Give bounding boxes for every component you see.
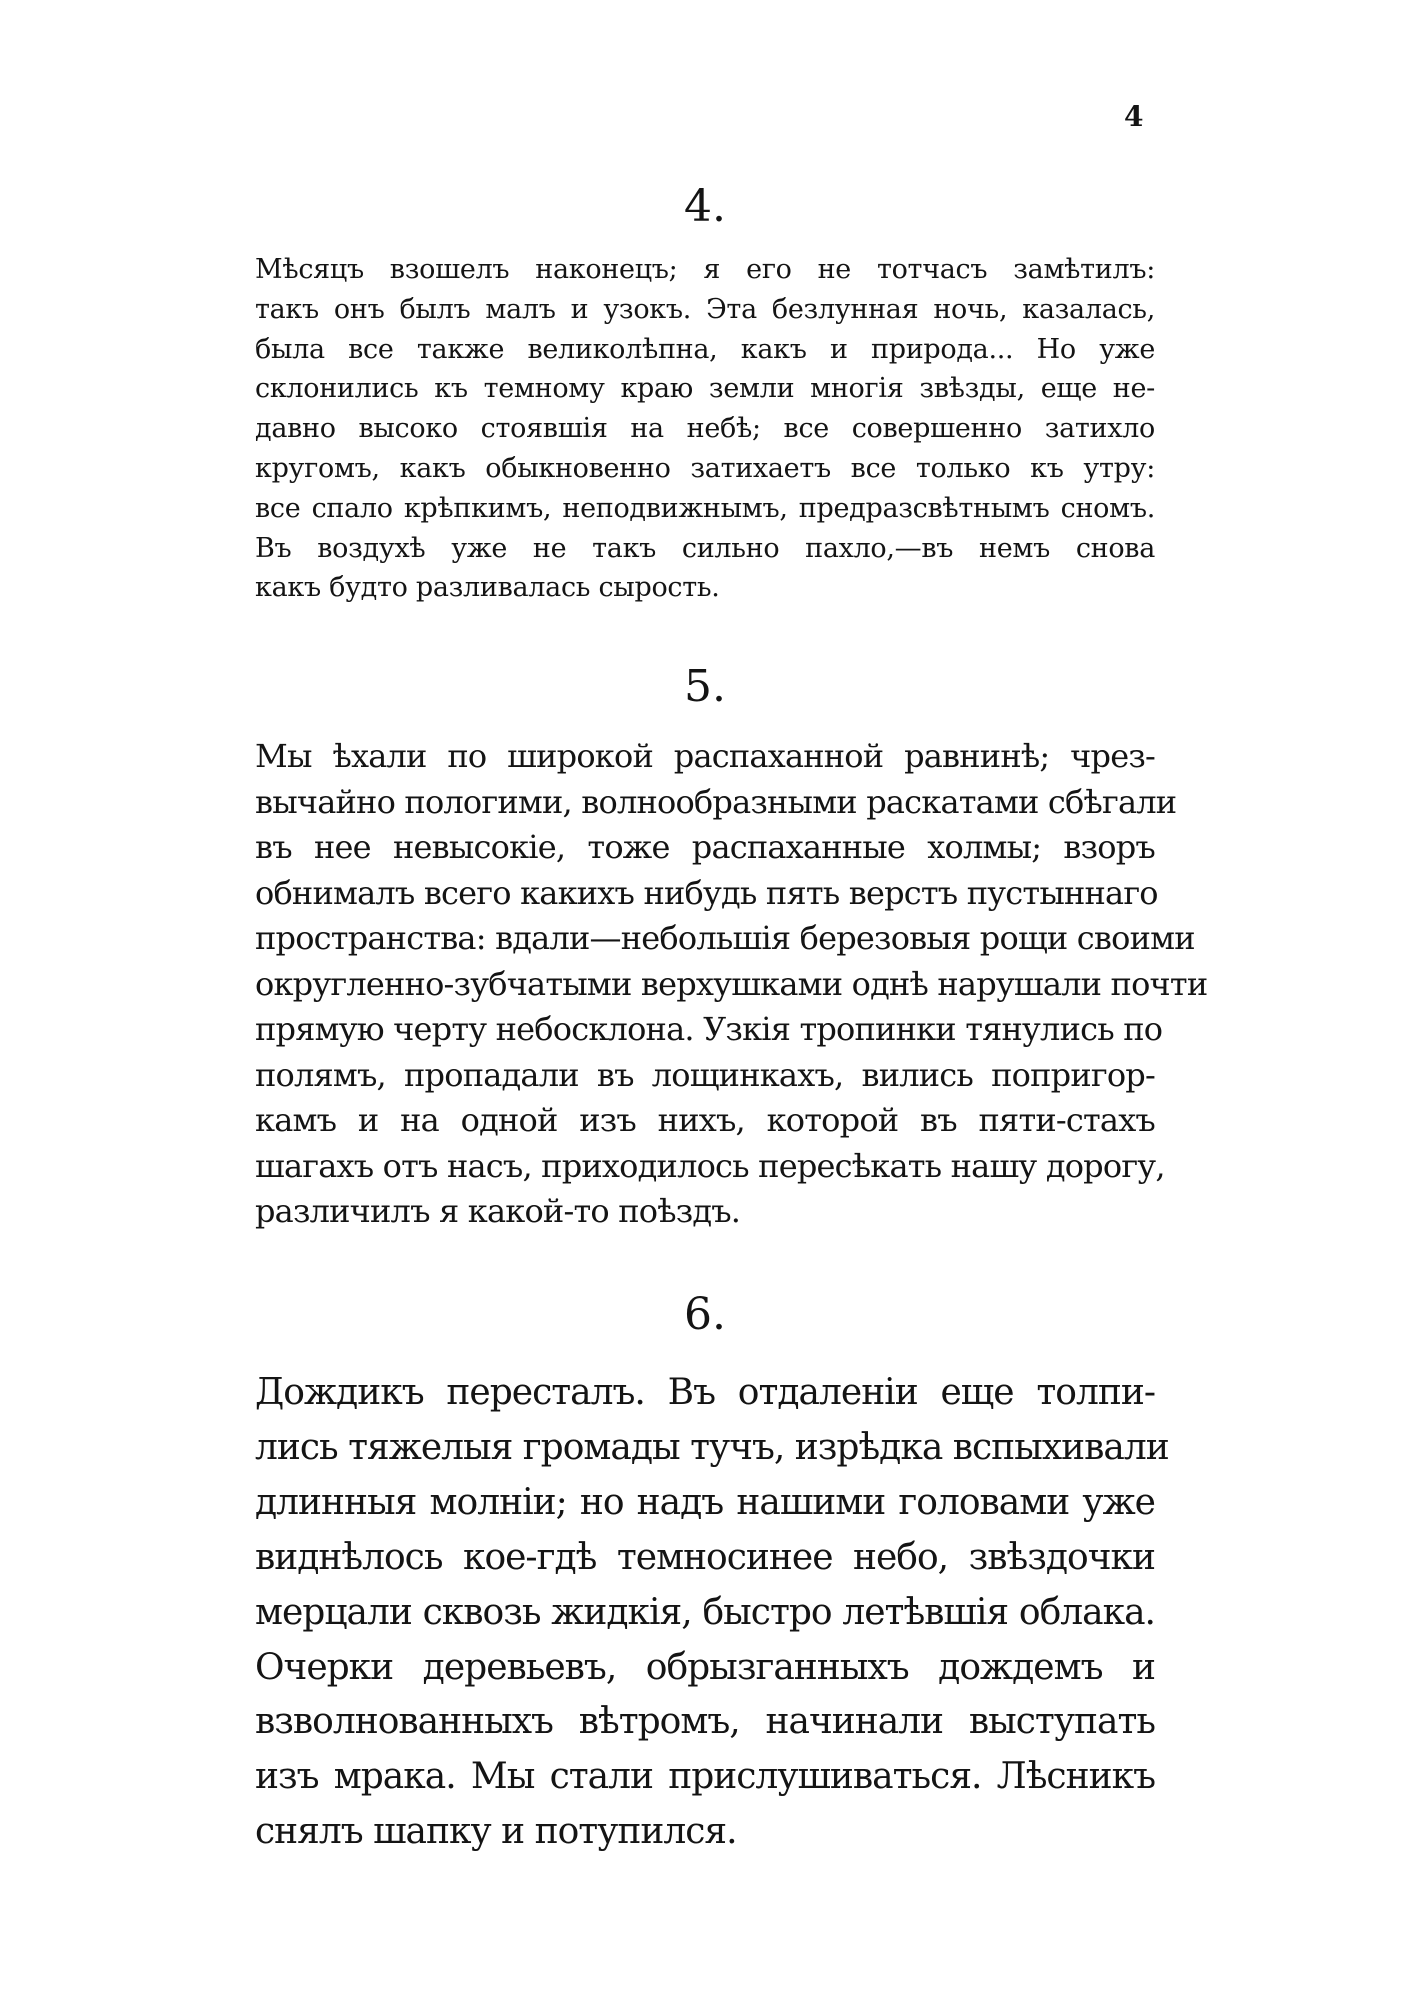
- paragraph: [255, 734, 1208, 1235]
- text-line: полямъ, пропадали въ лощинкахъ, вились попригор-: [255, 1055, 1155, 1094]
- text-line: кругомъ, какъ обыкновенно затихаетъ все только къ утру:: [255, 452, 1155, 484]
- text-line: шагахъ отъ насъ, приходилось пересѣкать нашу дорогу,: [255, 1146, 1165, 1185]
- text-line: мерцали сквозь жидкія, быстро летѣвшія облака.: [255, 1591, 1155, 1633]
- text-line: пространства: вдали—небольшія березовыя рощи своими: [255, 919, 1195, 957]
- paragraph: [255, 250, 1155, 608]
- section-heading: 5.: [684, 661, 726, 712]
- text-line: снялъ шапку и потупился.: [255, 1811, 737, 1853]
- text-line: склонились къ темному краю земли многія звѣзды, еще не-: [255, 373, 1155, 405]
- text-line: Въ воздухѣ уже не такъ сильно пахло,—въ немъ снова: [255, 532, 1155, 564]
- text-line: такъ онъ былъ малъ и узокъ. Эта безлунная ночь, казалась,: [255, 293, 1155, 325]
- text-line: Мы ѣхали по широкой распаханной равнинѣ; чрез-: [255, 737, 1155, 775]
- text-line: округленно-зубчатыми верхушками однѣ нарушали почти: [255, 964, 1208, 1003]
- text-line: изъ мрака. Мы стали прислушиваться. Лѣсникъ: [255, 1756, 1155, 1798]
- text-line: какъ будто разливалась сырость.: [255, 572, 720, 604]
- text-line: была все также великолѣпна, какъ и природа... Но уже: [255, 333, 1155, 365]
- text-line: лись тяжелыя громады тучъ, изрѣдка вспыхивали: [255, 1426, 1169, 1468]
- section-heading: 4.: [684, 181, 726, 232]
- text-line: Дождикъ пересталъ. Въ отдаленіи еще толпи-: [255, 1372, 1155, 1413]
- text-line: виднѣлось кое-гдѣ темносинее небо, звѣздочки: [255, 1536, 1155, 1578]
- text-line: камъ и на одной изъ нихъ, которой въ пяти-стахъ: [255, 1101, 1155, 1139]
- section-heading: 6.: [684, 1289, 726, 1340]
- text-line: вычайно пологими, волнообразными раскатами сбѣгали: [255, 782, 1177, 821]
- text-line: прямую черту небосклона. Узкія тропинки тянулись по: [255, 1010, 1163, 1048]
- text-line: въ нее невысокіе, тоже распаханные холмы; взоръ: [255, 828, 1155, 866]
- text-line: Очерки деревьевъ, обрызганныхъ дождемъ и: [255, 1646, 1155, 1688]
- section-6: [255, 1289, 1169, 1860]
- text-line: длинныя молніи; но надъ нашими головами уже: [255, 1481, 1155, 1523]
- page-number: 4: [1124, 100, 1144, 133]
- text-line: Мѣсяцъ взошелъ наконецъ; я его не тотчасъ замѣтилъ:: [255, 254, 1155, 285]
- text-line: все спало крѣпкимъ, неподвижнымъ, предразсвѣтнымъ сномъ.: [255, 492, 1155, 524]
- text-line: давно высоко стоявшія на небѣ; все совершенно затихло: [255, 413, 1155, 445]
- paragraph: [255, 1366, 1169, 1860]
- section-4: [255, 182, 1155, 608]
- text-line: обнималъ всего какихъ нибудь пять верстъ пустыннаго: [255, 873, 1158, 912]
- text-line: взволнованныхъ вѣтромъ, начинали выступать: [255, 1701, 1155, 1743]
- text-line: различилъ я какой-то поѣздъ.: [255, 1192, 741, 1230]
- section-5: [255, 661, 1208, 1235]
